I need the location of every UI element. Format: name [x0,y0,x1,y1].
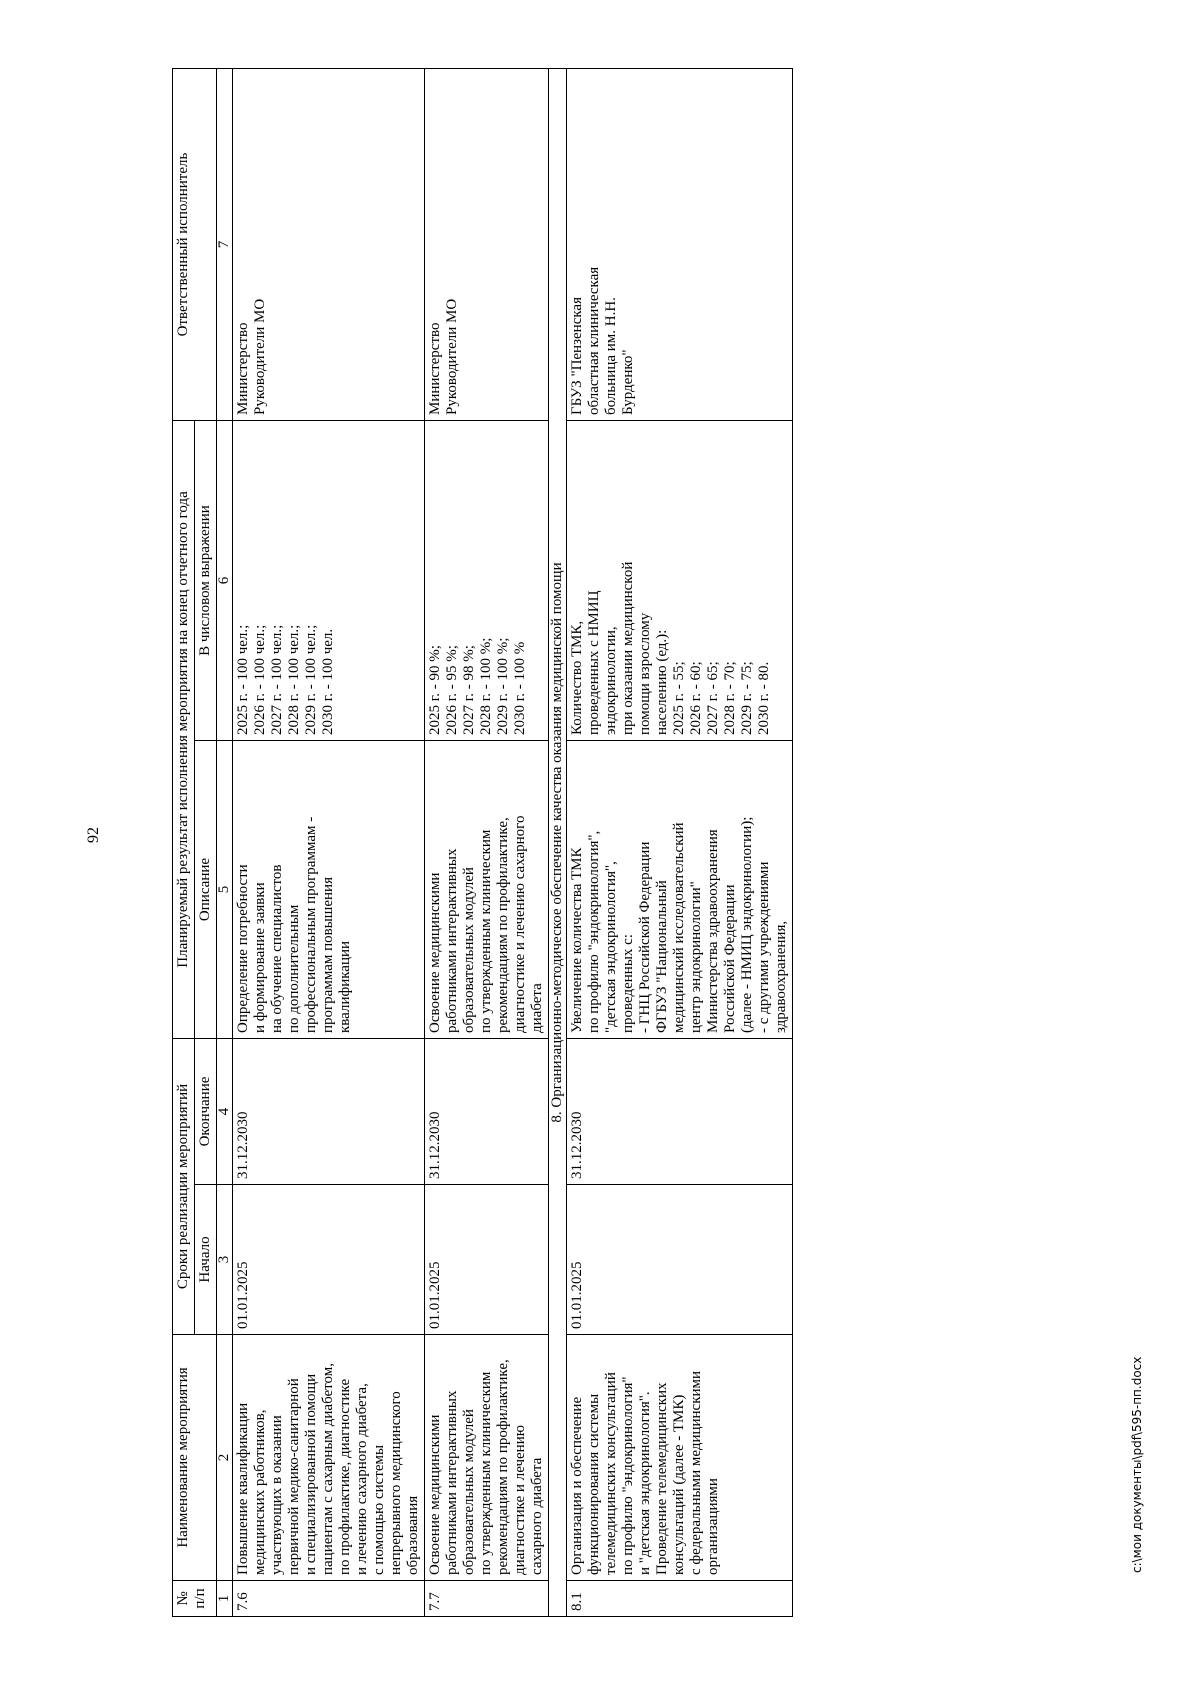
row-number: 8.1 [567,1581,793,1617]
table-row [425,69,549,1617]
result-numeric: Количество ТМК, проведенных с НМИЦ эндокринологии, при оказании медицинской помощи взрослому населению (ед.): 2025 г. - 55; 2026 г. - 60; 2027 г. - 65; 2028 г. - 70; 2029 г. - 75; 2030 г. - 80. [567,421,793,741]
row-number: 7.6 [233,1581,425,1617]
responsible: Министерство Руководители МО [233,69,425,421]
header-result-group: Планируемый результат исполнения мероприятия на конец отчетного года [173,421,195,1039]
column-number: 1 [217,1581,233,1617]
header-number: № п/п [173,1581,217,1617]
measure-name: Освоение медицинскими работниками интерактивных образовательных модулей по утвержденным клиническим рекомендациям по профилактике, диагностике и лечению сахарного диабета [425,1335,549,1581]
section-row [549,69,567,1617]
measure-name: Организация и обеспечение функционирования системы телемедицинских консультаций по профилю "эндокринология" и "детская эндокринология". Проведение телемедицинских консультаций (далее - ТМК) с федеральными медицинскими организациями [567,1335,793,1581]
table-row [567,69,793,1617]
start-date: 01.01.2025 [233,1185,425,1335]
rotated-table-container [172,69,1015,1617]
end-date: 31.12.2030 [233,1039,425,1185]
column-number: 7 [217,69,233,421]
column-number: 3 [217,1185,233,1335]
column-number: 2 [217,1335,233,1581]
responsible: ГБУЗ "Пензенская областная клиническая больница им. Н.Н. Бурденко" [567,69,793,421]
responsible: Министерство Руководители МО [425,69,549,421]
start-date: 01.01.2025 [567,1185,793,1335]
column-number: 4 [217,1039,233,1185]
section-title: 8. Организационно-методическое обеспечение качества оказания медицинской помощи [549,69,567,1617]
row-number: 7.7 [425,1581,549,1617]
footer-file-path: c:\мои документы\pdf\595-пп.docx [1130,1356,1144,1573]
header-name: Наименование мероприятия [173,1335,217,1581]
result-description: Освоение медицинскими работниками интерактивных образовательных модулей по утвержденным клиническим рекомендациям по профилактике, диагностике и лечению сахарного диабета [425,741,549,1039]
table-row [233,69,425,1617]
header-start: Начало [195,1185,217,1335]
column-number-row [217,69,233,1617]
header-row-1 [173,69,195,1617]
end-date: 31.12.2030 [425,1039,549,1185]
column-number: 6 [217,421,233,741]
end-date: 31.12.2030 [567,1039,793,1185]
header-end: Окончание [195,1039,217,1185]
column-number: 5 [217,741,233,1039]
result-numeric: 2025 г. - 90 %; 2026 г. - 95 %; 2027 г. - 98 %; 2028 г. - 100 %; 2029 г. - 100 %; 2030 г. - 100 % [425,421,549,741]
start-date: 01.01.2025 [425,1185,549,1335]
result-numeric: 2025 г. - 100 чел.; 2026 г. - 100 чел.; 2027 г. - 100 чел.; 2028 г. - 100 чел.; 2029 г. - 100 чел.; 2030 г. - 100 чел. [233,421,425,741]
header-numeric: В числовом выражении [195,421,217,741]
header-responsible: Ответственный исполнитель [173,69,217,421]
measures-table [172,68,793,1617]
page-number: 92 [85,827,102,843]
header-dates-group: Сроки реализации мероприятий [173,1039,195,1335]
result-description: Определение потребности и формирование заявки на обучение специалистов по дополнительным профессиональным программам - программам повышения квалификации [233,741,425,1039]
header-description: Описание [195,741,217,1039]
result-description: Увеличение количества ТМК по профилю "эндокринология", "детская эндокринология", проведенных с: - ГНЦ Российской Федерации ФГБУЗ "Национальный медицинский исследовательский центр эндокринологии" Министерства здравоохранения Российской Федерации (далее - НМИЦ эндокринологии); - с другими учреждениями здравоохранения, [567,741,793,1039]
measure-name: Повышение квалификации медицинских работников, участвующих в оказании первичной медико-санитарной и специализированной помощи пациентам с сахарным диабетом, по профилактике, диагностике и лечению сахарного диабета, с помощью системы непрерывного медицинского образования [233,1335,425,1581]
